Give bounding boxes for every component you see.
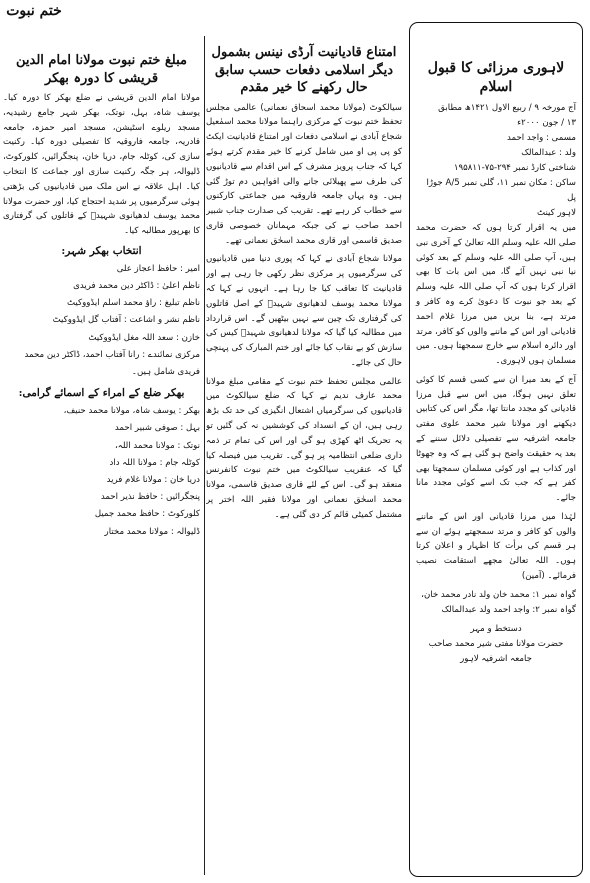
list-item: دریا خان : مولانا غلام فرید [106, 474, 200, 485]
bhakkar-title: مبلغ ختم نبوت مولانا امام الدین قریشی کا دورہ بھکر [15, 53, 187, 86]
conversion-title: لاہوری مرزائی کا قبول اسلام [427, 60, 565, 95]
conversion-paragraph: آج کے بعد میرا ان سے کسی قسم کا کوئی تعلق نہیں ہوگا، میں اس سے قبل مرزا قادیانی کو مجدد مانتا تھا، مگر اس کی کتابیں دیکھنے اور مولانا شیر محمد علوی مفتی جامعہ اشرفیہ سے تفصیلی دلائل سننے کے بعد یہ حقیقت واضح ہو گئی ہے کہ وہ جھوٹا اور کذاب ہے اور کوئی مسلمان سمجھتا بھی کفر ہے کہ جب تک اسے کوئی مجدد مانا جائے۔ [416, 374, 576, 504]
column-divider [204, 36, 205, 875]
list-item: خازن : سعد اللہ مغل ایڈووکیٹ [88, 332, 200, 343]
election-heading: انتخاب بھکر شہر: [61, 244, 142, 257]
meta-line: ولد : عبدالمالک [521, 147, 576, 158]
list-item: ناظم اعلیٰ : ڈاکٹر دین محمد فریدی [73, 281, 200, 292]
meta-line: ساکن : مکان نمبر ۱۱، گلی نمبر 5/A جوڑا پل [426, 177, 576, 203]
list-item: مرکزی نمائندے : رانا آفتاب احمد، ڈاکٹر دین محمد فریدی شامل ہیں۔ [24, 349, 200, 378]
list-item: امیر : حافظ اعجاز علی [116, 263, 200, 274]
article-ordinance [206, 22, 402, 879]
signature-line: جامعہ اشرفیہ لاہور [460, 653, 532, 664]
meta-line: شناختی کارڈ نمبر ۲۹۴-۷۵-۱۹۵۸۱۱ [453, 162, 576, 173]
ordinance-paragraph: سیالکوٹ (مولانا محمد اسحاق نعمانی) عالمی مجلس تحفظ ختم نبوت کے مرکزی راہنما مولانا محمد اسمٰعیل شجاع آبادی نے اسلامی دفعات اور امتناع قادیانیت ایکٹ کو پی پی او میں شامل کرنے کا خیر مقدم کرتے ہوئے کہا کہ جناب پرویز مشرف کے اس اقدام سے قادیانیوں کی طرف سے پھیلائی جانے والی افواہیں دم توڑ گئی ہیں۔ وہ یہاں جامعہ فاروقیہ میں جماعتی کارکنوں سے خطاب کر رہے تھے۔ تقریب کی صدارت جناب شبیر احمد صاحب نے کی جبکہ مہمانان خصوصی قاری صدیق قاسمی اور قاری محمد اسحٰق نعمانی تھے۔ [206, 102, 402, 246]
signature-line: حضرت مولانا مفتی شیر محمد صاحب [428, 638, 564, 649]
khatm-e-nubuwwat-logo: ختم نبوت [6, 3, 62, 19]
list-item: ڈلیوالہ : مولانا محمد مختار [104, 526, 200, 537]
meta-line: مسمی : واجد احمد [506, 132, 576, 143]
ordinance-title: امتناع قادیانیت آرڈی نینس بشمول دیگر اسلامی دفعات حسب سابق حال رکھنے کا خیر مقدم [211, 45, 397, 96]
meta-line: آج مورخہ ۹ / ربیع الاول ۱۴۲۱ھ مطابق [438, 102, 576, 113]
signature-block [416, 622, 576, 667]
conversion-meta [416, 101, 576, 221]
list-item: نوتک : مولانا محمد اللہ، [115, 440, 200, 451]
article-bhakkar-tour [3, 22, 200, 879]
list-item: بہل : صوفی شبیر احمد [114, 423, 200, 434]
conversion-paragraph: لہٰذا میں مرزا قادیانی اور اس کے ماننے والوں کو کافر و مرتد سمجھتے ہوئے ان سے ہر قسم کی برأت کا اظہار و اعلان کرتا ہوں۔ اللہ تعالیٰ مجھے استقامت نصیب فرمائے۔ (آمین) [416, 511, 576, 581]
signature-line: دستخط و مہر [470, 623, 522, 634]
list-item: کوٹلہ جام : مولانا اللہ داد [109, 457, 200, 468]
conversion-box [409, 22, 583, 877]
list-item: ناظم تبلیغ : راؤ محمد اسلم ایڈووکیٹ [66, 298, 200, 309]
list-item: کلورکوٹ : حافظ محمد جمیل [94, 509, 200, 520]
article-conversion [409, 22, 583, 879]
election-list [3, 261, 200, 381]
amirs-list [3, 403, 200, 541]
list-item: بھکر : یوسف شاہ، مولانا محمد حنیف، [63, 406, 200, 417]
bhakkar-paragraph: مولانا امام الدین قریشی نے ضلع بھکر کا دورہ کیا۔ یوسف شاہ، بہل، نوتک، بھکر شہر جامع رشیدیہ، مسجد ریلوے اسٹیشن، مسجد امیر حمزہ، جامعہ قادریہ، جامعہ فاروقیہ کا تفصیلی دورہ کیا۔ رکنیت سازی کی، کوٹلہ جام، دریا خان، پنجگرائیں، کلورکوٹ، ڈلیوالہ، ہر جگہ رکنیت سازی اور جماعت کا انتخاب کیا۔ اہل علاقہ نے اس ملک میں قادیانیوں کی بڑھتی ہوئی سرگرمیوں پر شدید احتجاج کیا، اور حضرت مولانا محمد یوسف لدھیانوی شہیدؒ کے قاتلوں کی گرفتاری کا بھرپور مطالبہ کیا۔ [3, 93, 200, 237]
ordinance-paragraph: عالمی مجلس تحفظ ختم نبوت کے مقامی مبلغ مولانا محمد عارف ندیم نے کہا کہ ضلع سیالکوٹ میں قادیانیوں کی سرگرمیاں اشتعال انگیزی کی حد تک بڑھ رہی ہیں، ان کے انسداد کی کوششیں نہ کی گئیں تو یہ تحریک اٹھ کھڑی ہو گی اور اس کی تمام تر ذمہ داری ضلعی انتظامیہ پر ہو گی۔ تقریب میں فیصلہ کیا گیا کہ عنقریب سیالکوٹ میں ختم نبوت کانفرنس منعقد ہو گی۔ اس کے لئے قاری صدیق قاسمی، مولانا محمد اسحٰق نعمانی اور مولانا فقیر اللہ اختر پر مشتمل کمیٹی قائم کر دی گئی ہے۔ [206, 376, 402, 520]
ordinance-paragraph: مولانا شجاع آبادی نے کہا کہ پوری دنیا میں قادیانیوں کی سرگرمیوں پر مرکزی نظر رکھی جا رہی ہے اور قادیانیت کا تعاقب کیا جا رہا ہے۔ انہوں نے کہا کہ مولانا محمد یوسف لدھیانوی شہیدؒ کے اصل قاتلوں کی گرفتاری تک چین سے نہیں بیٹھیں گے۔ اس قرارداد میں مطالبہ کیا گیا کہ مولانا لدھیانوی شہیدؒ کیس کی سازش کو بے نقاب کیا جائے اور ختم المبارک کی پہنچی حال کی جائے۔ [206, 254, 402, 368]
list-item: ناظم نشر و اشاعت : آفتاب گل ایڈووکیٹ [52, 315, 200, 326]
list-item: پنجگرائیں : حافظ نذیر احمد [100, 492, 200, 503]
meta-line: ۱۳ / جون ۲۰۰۰ء [517, 117, 576, 128]
witness-line: گواہ نمبر ۲: واجد احمد ولد عبدالمالک [441, 604, 576, 615]
witness-line: گواہ نمبر ۱: محمد خان ولد نادر محمد خان، [421, 589, 576, 600]
conversion-paragraph: میں یہ اقرار کرتا ہوں کہ حضرت محمد صلی اللہ علیہ وسلم اللہ تعالیٰ کے آخری نبی ہیں، آپ صلی اللہ علیہ وسلم کے بعد کوئی نیا نبی نہیں آئے گا، میں اس بات کا بھی اقرار کرتا ہوں کہ آپ صلی اللہ علیہ وسلم کے بعد جو نبوت کا دعویٰ کرے وہ کافر و مرتد ہے، بنا بریں میں مرزا غلام احمد قادیانی اور اس کے ماننے والوں کو کافر، مرتد اور دائرہ اسلام سے خارج سمجھتا ہوں۔ میں مسلمان ہوں لاہوری۔ [416, 223, 576, 367]
amirs-heading: بھکر ضلع کے امراء کے اسمائے گرامی: [18, 387, 185, 400]
meta-line: لاہور کینٹ [537, 208, 576, 218]
